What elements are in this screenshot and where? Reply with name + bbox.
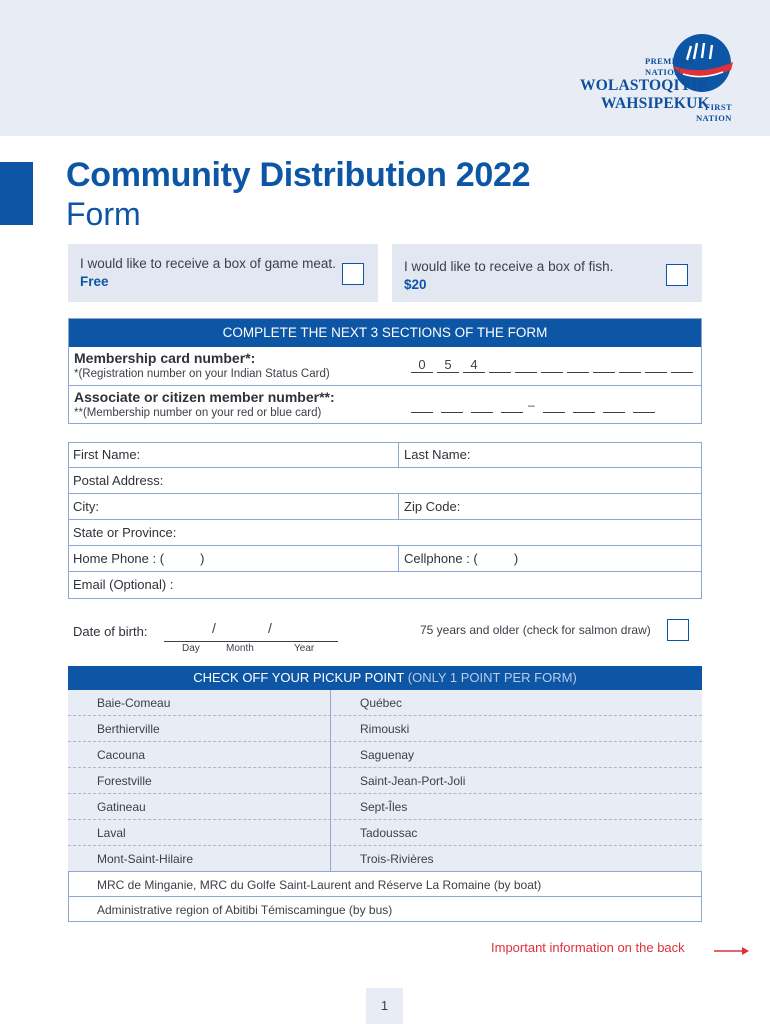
first-nation-logo	[555, 30, 740, 125]
last-name-field[interactable]: Last Name:	[404, 447, 471, 462]
pickup-option[interactable]: Trois-Rivières	[360, 852, 434, 866]
card-digit	[619, 359, 641, 373]
dob-input[interactable]	[164, 620, 338, 642]
card-digit	[567, 359, 589, 373]
pickup-option[interactable]: MRC de Minganie, MRC du Golfe Saint-Laurent and Réserve La Romaine (by boat)	[97, 878, 542, 892]
page-subtitle: Form	[66, 196, 141, 232]
pickup-row	[68, 716, 702, 742]
page-number: 1	[366, 988, 403, 1024]
card-digit: 0	[411, 359, 433, 373]
dob-label: Date of birth:	[73, 624, 148, 639]
fish-price: $20	[404, 277, 427, 292]
cellphone-field[interactable]: Cellphone : ( )	[404, 551, 519, 566]
dob-sep: /	[212, 620, 216, 636]
fish-text: I would like to receive a box of fish.	[404, 259, 614, 274]
dob-sep: /	[268, 620, 272, 636]
card-digit	[593, 359, 615, 373]
pickup-option[interactable]: Baie-Comeau	[97, 696, 171, 710]
pickup-option[interactable]: Tadoussac	[360, 826, 418, 840]
email-row	[68, 572, 702, 598]
senior-label: 75 years and older (check for salmon draw)	[420, 623, 651, 637]
assoc-digit	[573, 399, 595, 413]
assoc-digit	[603, 399, 625, 413]
fish-option	[392, 244, 702, 302]
dob-day-label: Day	[182, 643, 200, 654]
dob-month-label: Month	[226, 643, 254, 654]
assoc-digit	[543, 399, 565, 413]
pickup-header-note: (ONLY 1 POINT PER FORM)	[404, 670, 577, 685]
pickup-row	[68, 690, 702, 716]
city-field[interactable]: City:	[73, 499, 99, 514]
card-digit	[489, 359, 511, 373]
pickup-row	[68, 742, 702, 768]
assoc-dash: –	[528, 398, 535, 412]
card-digit	[541, 359, 563, 373]
membership-card-note: *(Registration number on your Indian Status Card)	[74, 368, 330, 380]
game-meat-option	[68, 244, 378, 302]
pickup-option[interactable]: Saguenay	[360, 748, 415, 762]
logo-wolastoqiyik: WOLASTOQIYIK	[580, 77, 710, 94]
pickup-header-bold: CHECK OFF YOUR PICKUP POINT	[193, 670, 405, 685]
pickup-header	[68, 666, 702, 690]
membership-card-label: Membership card number*:	[74, 350, 256, 366]
pickup-option[interactable]: Administrative region of Abitibi Témiscamingue (by bus)	[97, 903, 393, 917]
assoc-digit	[501, 399, 523, 413]
logo-nation-fr: NATION	[645, 67, 681, 77]
page-title: Community Distribution 2022	[66, 156, 531, 194]
pickup-row	[68, 872, 702, 897]
pickup-option[interactable]: Berthierville	[97, 722, 160, 736]
game-meat-price: Free	[80, 274, 109, 289]
logo-first: FIRST	[705, 102, 733, 112]
associate-member-note: **(Membership number on your red or blue card)	[74, 407, 322, 419]
logo-wahsipekuk: WAHSIPEKUK	[601, 95, 710, 112]
postal-address-field[interactable]: Postal Address:	[73, 473, 164, 488]
state-province-field[interactable]: State or Province:	[73, 525, 177, 540]
game-meat-text: I would like to receive a box of game meat.	[80, 256, 336, 271]
zip-code-field[interactable]: Zip Code:	[404, 499, 461, 514]
game-meat-checkbox[interactable]	[342, 263, 364, 285]
home-phone-field[interactable]: Home Phone : ( )	[73, 551, 205, 566]
pickup-option[interactable]: Laval	[97, 826, 126, 840]
associate-member-label: Associate or citizen member number**:	[74, 389, 335, 405]
important-info-link[interactable]: Important information on the back	[491, 940, 685, 955]
fish-checkbox[interactable]	[666, 264, 688, 286]
pickup-row	[68, 846, 702, 872]
membership-section-header: COMPLETE THE NEXT 3 SECTIONS OF THE FORM	[69, 319, 701, 347]
assoc-digit	[471, 399, 493, 413]
logo-nation-en: NATION	[696, 113, 732, 123]
pickup-option[interactable]: Cacouna	[97, 748, 146, 762]
assoc-digit	[411, 399, 433, 413]
membership-section	[68, 318, 702, 424]
phone-row	[68, 546, 702, 572]
arrow-right-icon	[714, 946, 750, 956]
associate-member-input[interactable]	[411, 399, 701, 417]
pickup-row	[68, 794, 702, 820]
title-accent-bar	[0, 162, 33, 225]
city-row	[68, 494, 702, 520]
pickup-option[interactable]: Sept-Îles	[360, 800, 408, 814]
pickup-option[interactable]: Québec	[360, 696, 403, 710]
name-row	[68, 442, 702, 468]
assoc-digit	[633, 399, 655, 413]
pickup-option[interactable]: Forestville	[97, 774, 152, 788]
email-field[interactable]: Email (Optional) :	[73, 577, 174, 592]
pickup-option[interactable]: Saint-Jean-Port-Joli	[360, 774, 466, 788]
postal-row	[68, 468, 702, 494]
senior-salmon-checkbox[interactable]	[667, 619, 689, 641]
dob-year-label: Year	[294, 643, 315, 654]
pickup-row	[68, 820, 702, 846]
card-digit: 5	[437, 359, 459, 373]
state-row	[68, 520, 702, 546]
card-digit: 4	[463, 359, 485, 373]
assoc-digit	[441, 399, 463, 413]
logo-premiere: PREMIÈRE	[645, 56, 695, 66]
pickup-option[interactable]: Gatineau	[97, 800, 146, 814]
pickup-option[interactable]: Mont-Saint-Hilaire	[97, 852, 194, 866]
pickup-row	[68, 897, 702, 922]
membership-card-input[interactable]	[411, 359, 701, 377]
pickup-row	[68, 768, 702, 794]
card-digit	[515, 359, 537, 373]
card-digit	[645, 359, 667, 373]
card-digit	[671, 359, 693, 373]
first-name-field[interactable]: First Name:	[73, 447, 141, 462]
pickup-option[interactable]: Rimouski	[360, 722, 410, 736]
